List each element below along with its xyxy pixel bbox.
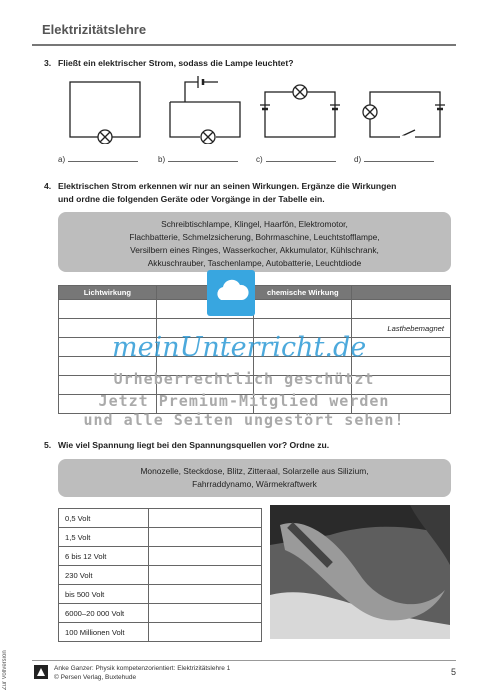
watermark-line3: und alle Seiten ungestört sehen! [83,411,405,429]
electric-eel-photo [270,505,450,639]
circuit-a [70,82,140,144]
watermark-cloud-icon [207,270,255,316]
page-header [32,18,456,46]
header-light: Lichtwirkung [59,286,157,300]
question-5 [44,439,329,452]
footer-credits: Anke Ganzer: Physik kompetenzorientiert: Elektrizitätslehre 1 © Persen Verlag, Buxtehude [54,665,231,681]
question-text-line2: und ordne die folgenden Geräte oder Vorgänge in der Tabelle ein. [58,194,325,204]
cell-lasthebemagnet: Lasthebemagnet [352,319,451,338]
watermark-line1: Urheberrechtlich geschützt [113,370,375,388]
watermark-line2: Jetzt Premium-Mitglied werden [98,392,390,410]
answer-a-field[interactable] [68,161,138,162]
question-4 [44,180,454,206]
question-number: 3. [44,58,52,68]
publisher-logo-icon [34,665,48,679]
page-title: Elektrizitätslehre [42,22,147,37]
question-number: 5. [44,440,52,450]
answer-a: a) [58,155,138,164]
answer-d-field[interactable] [364,161,434,162]
answer-c-field[interactable] [266,161,336,162]
voltage-table: 0,5 Volt 1,5 Volt 6 bis 12 Volt 230 Volt bis 500 Volt 6000–20 000 Volt 100 Millionen Volt [58,508,262,642]
side-margin [0,0,32,693]
question-text: Wie viel Spannung liegt bei den Spannungsquellen vor? Ordne zu. [58,440,330,450]
circuit-b [170,76,240,144]
circuit-d [363,92,445,137]
question-3 [44,57,293,70]
circuit-diagrams [60,72,460,144]
answer-b-field[interactable] [168,161,238,162]
word-box-q5: Monozelle, Steckdose, Blitz, Zitteraal, Solarzelle aus Silizium, Fahrraddynamo, Wärmekraftwerk [58,459,451,497]
answer-c: c) [256,155,336,164]
watermark-brand: meinUnterricht.de [112,332,367,363]
answer-d: d) [354,155,434,164]
circuit-c [260,85,340,137]
question-text-line1: Elektrischen Strom erkennen wir nur an seinen Wirkungen. Ergänze die Wirkungen [58,181,397,191]
answer-b: b) [158,155,238,164]
word-box-q4: Schreibtischlampe, Klingel, Haarfön, Elektromotor, Flachbatterie, Schmelzsicherung, Bohrmaschine, Leuchtstofflampe, Versilbern eines Ringes, Wasserkocher, Akkumulator, Kühlschrank, Akkuschrauber, Taschenlampe, Autobatterie, Leuchtdiode [58,212,451,272]
header-empty-2[interactable] [352,286,451,300]
question-text: Fließt ein elektrischer Strom, sodass die Lampe leuchtet? [58,58,294,68]
header-chemical: chemische Wirkung [254,286,352,300]
page-number: 5 [450,667,456,677]
question-number: 4. [44,181,52,191]
page-footer [32,660,456,684]
side-note: Zur Vollversion [2,650,8,690]
